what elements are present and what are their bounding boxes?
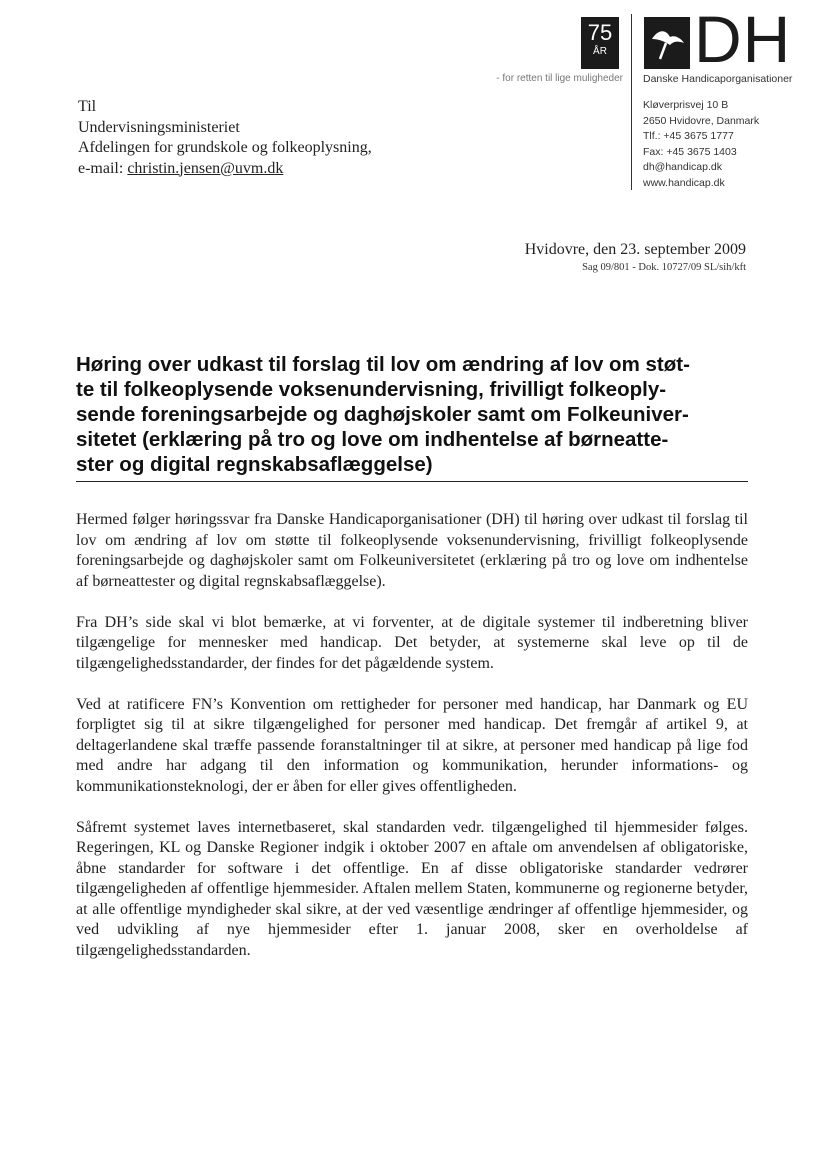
recipient-ministry: Undervisningsministeriet [78,118,240,136]
sender-address [643,98,759,191]
body-paragraph: Ved at ratificere FN’s Konvention om rettigheder for personer med handicap, har Danmark og EU forpligtet sig til at sikre tilgængelighed for personer med handicap. Det fremgår af artikel 9, at deltagerlandene skal træffe passende foranstaltninger til at sikre, at personer med handicap på lige fod med andre har adgang til den information og kommunikation, herunder informations- og kommunikationsteknologi, der er åben for eller gives offentligheden. [76,695,748,795]
body-paragraph: Hermed følger høringssvar fra Danske Handicaporganisationer (DH) til høring over udkast til forslag til lov om ændring af lov om støtte til folkeoplysende voksenundervisning, frivilligt folkeoplysende foreningsarbejde og daghøjskoler samt om Folkeuniversitetet (erklæring på tro og love om indhentelse af børneattester og digital regnskabsaflæggelse). [76,511,748,590]
organisation-name: Danske Handicaporganisationer [643,73,793,85]
title-line: sende foreningsarbejde og daghøjskoler samt om Folkeuniver- [76,403,689,426]
address-street: Kløverprisvej 10 B [643,99,729,111]
address-city: 2650 Hvidovre, Danmark [643,114,760,127]
letter-body [76,510,748,982]
title-underline [76,481,748,482]
bird-logo-icon [644,17,690,69]
body-paragraph: Fra DH’s side skal vi blot bemærke, at vi forventer, at de digitale systemer til indberetning bliver tilgængelige for mennesker med handicap. Det betyder, at systemerne skal leve op til de tilgængelighedsstandarder, der findes for det pågældende system. [76,613,748,672]
recipient-block [78,97,372,179]
recipient-email-label: e-mail: [78,159,128,177]
title-line: ster og digital regnskabsaflæggelse) [76,453,433,476]
title-line: Høring over udkast til forslag til lov om ændring af lov om støt- [76,353,690,376]
date-line: Hvidovre, den 23. september 2009 [524,241,746,258]
address-fax: Fax: +45 3675 1403 [643,145,737,158]
address-email: dh@handicap.dk [643,161,722,173]
title-line: sitetet (erklæring på tro og love om indhentelse af børneatte- [76,428,669,451]
title-line: te til folkeoplysende voksenundervisning, frivilligt folkeoply- [76,378,667,401]
reference-line: Sag 09/801 - Dok. 10727/09 SL/sih/kft [582,262,746,273]
address-phone: Tlf.: +45 3675 1777 [643,130,734,142]
anniversary-years-label: ÅR [593,46,607,57]
address-web: www.handicap.dk [643,176,725,189]
anniversary-years: 75 [587,20,613,45]
dh-wordmark: DH [694,2,792,76]
recipient-department: Afdelingen for grundskole og folkeoplysning, [78,139,372,156]
body-paragraph: Såfremt systemet laves internetbaseret, skal standarden vedr. tilgængelighed til hjemmesider følges. Regeringen, KL og Danske Regioner indgik i oktober 2007 en aftale om anvendelsen af obligatoriske, åbne standarder for software i det offentlige. En af disse obligatoriske standarder vedrører tilgængeligheden af offentlige hjemmesider. Aftalen mellem Staten, kommunerne og regionerne betyder, at alle offentlige myndigheder skal sikre, at der ved væsentlige ændringer af offentlige hjemmesider, og ved udvikling af nye hjemmesider efter 1. januar 2008, sker en overholdelse af tilgængelighedsstandarden. [76,818,748,959]
recipient-to: Til [78,98,97,115]
letterhead-divider [631,14,632,190]
anniversary-logo [581,17,619,69]
document-title [76,352,748,477]
slogan: - for retten til lige muligheder [496,73,623,84]
recipient-email-link[interactable]: christin.jensen@uvm.dk [127,159,284,177]
recipient-email-line [78,159,372,180]
